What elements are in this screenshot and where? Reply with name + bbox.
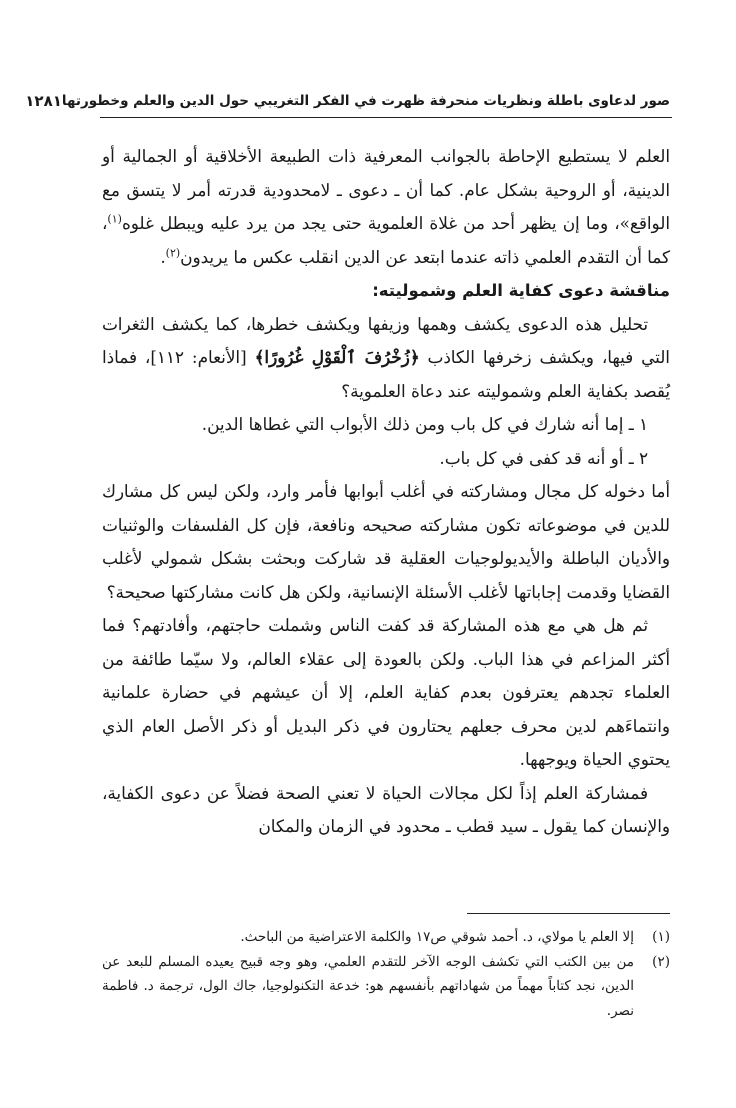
footnote-2-number: (٢): [652, 953, 670, 970]
footnote-2-text: من بين الكتب التي تكشف الوجه الآخر للتقدم العلمي، وهو وجه قبيح يعيده المسلم للبعد عن الدين، نجد كتاباً مهماً من شهاداتهم بأنفسهم هو: خدعة التكنولوجيا، جاك الول، ترجمة د. فاطمة نصر.: [102, 953, 634, 1019]
footnote-2: [102, 950, 670, 1024]
footnote-1: [102, 925, 670, 950]
footnotes: [102, 925, 670, 1023]
paragraph-1-end: .: [160, 246, 166, 267]
paragraph-2: [102, 308, 670, 409]
footnote-1-text: إلا العلم يا مولاي، د. أحمد شوقي ص١٧ والكلمة الاعتراضية من الباحث.: [240, 929, 634, 945]
running-header: [25, 88, 670, 114]
paragraph-1-text: العلم لا يستطيع الإحاطة بالجوانب المعرفية ذات الطبيعة الأخلاقية أو الجمالية أو الدينية، أو الروحية بشكل عام. كما أن ـ دعوى ـ لامحدودية قدرته أمر لا يتسق مع الواقع»، وما إن يظهر أحد من غلاة العلموية حتى يجد من يرد عليه ويبطل غلوه: [102, 146, 670, 233]
paragraph-5: فمشاركة العلم إذاً لكل مجالات الحياة لا تعني الصحة فضلاً عن دعوى الكفاية، والإنسان كما يقول ـ سيد قطب ـ محدود في الزمان والمكان: [102, 782, 670, 836]
section-heading: مناقشة دعوى كفاية العلم وشموليته:: [372, 281, 670, 300]
running-header-title: صور لدعاوى باطلة ونظريات منحرفة ظهرت في الفكر التغريبي حول الدين والعلم وخطورتها: [61, 93, 670, 109]
paragraph-1-continued: ، كما أن التقدم العلمي ذاته عندما ابتعد عن الدين انقلب عكس ما يريدون: [102, 213, 670, 267]
page-number: ١٢٨١: [25, 92, 62, 110]
list-item-2: ٢ ـ أو أنه قد كفى في كل باب.: [439, 447, 648, 468]
footnote-ref-1: (١): [107, 212, 122, 226]
footnote-1-number: (١): [652, 929, 670, 945]
paragraph-3: أما دخوله كل مجال ومشاركته في أغلب أبوابها فأمر وارد، ولكن ليس كل مشارك للدين في موضوعاته تكون مشاركته صحيحه ونافعة، فإن كل الفلسفات والوثنيات والأديان الباطلة والأيديولوجيات العقلية قد شاركت وبحثت بشكل شمولي لأغلب القضايا وقدمت إجاباتها لأغلب الأسئلة الإنسانية، ولكن هل كانت مشاركتها صحيحة؟: [102, 481, 670, 602]
quran-quote: ﴿زُخْرُفَ ٱلْقَوْلِ غُرُورًا﴾: [254, 347, 420, 367]
paragraph-2-text: تحليل هذه الدعوى يكشف وهمها وزيفها ويكشف خطرها، كما يكشف الثغرات التي فيها، ويكشف زخرفها الكاذب: [102, 313, 670, 367]
footnote-divider: [467, 913, 670, 914]
paragraph-1: [102, 140, 670, 274]
main-text: [102, 140, 670, 844]
quran-citation: [الأنعام: ١١٢]، فماذا يُقصد بكفاية العلم وشموليته عند دعاة العلموية؟: [102, 347, 670, 401]
header-divider: [100, 117, 672, 118]
list-item-1: ١ ـ إما أنه شارك في كل باب ومن ذلك الأبواب التي غطاها الدين.: [201, 414, 648, 434]
paragraph-4: ثم هل هي مع هذه المشاركة قد كفت الناس وشملت حاجتهم، وأفادتهم؟ فما أكثر المزاعم في هذا الباب. ولكن بالعودة إلى عقلاء العالم، ولا سيّما طائفة من العلماء تجدهم يعترفون بعدم كفاية العلم، إلا أن عيشهم في حضارة علمانية وانتماءَهم لدين محرف جعلهم يحتارون في ذكر البديل أو ذكر الأصل العام الذي يحتوي الحياة ويوجهها.: [102, 615, 670, 769]
footnote-ref-2: (٢): [165, 245, 181, 259]
